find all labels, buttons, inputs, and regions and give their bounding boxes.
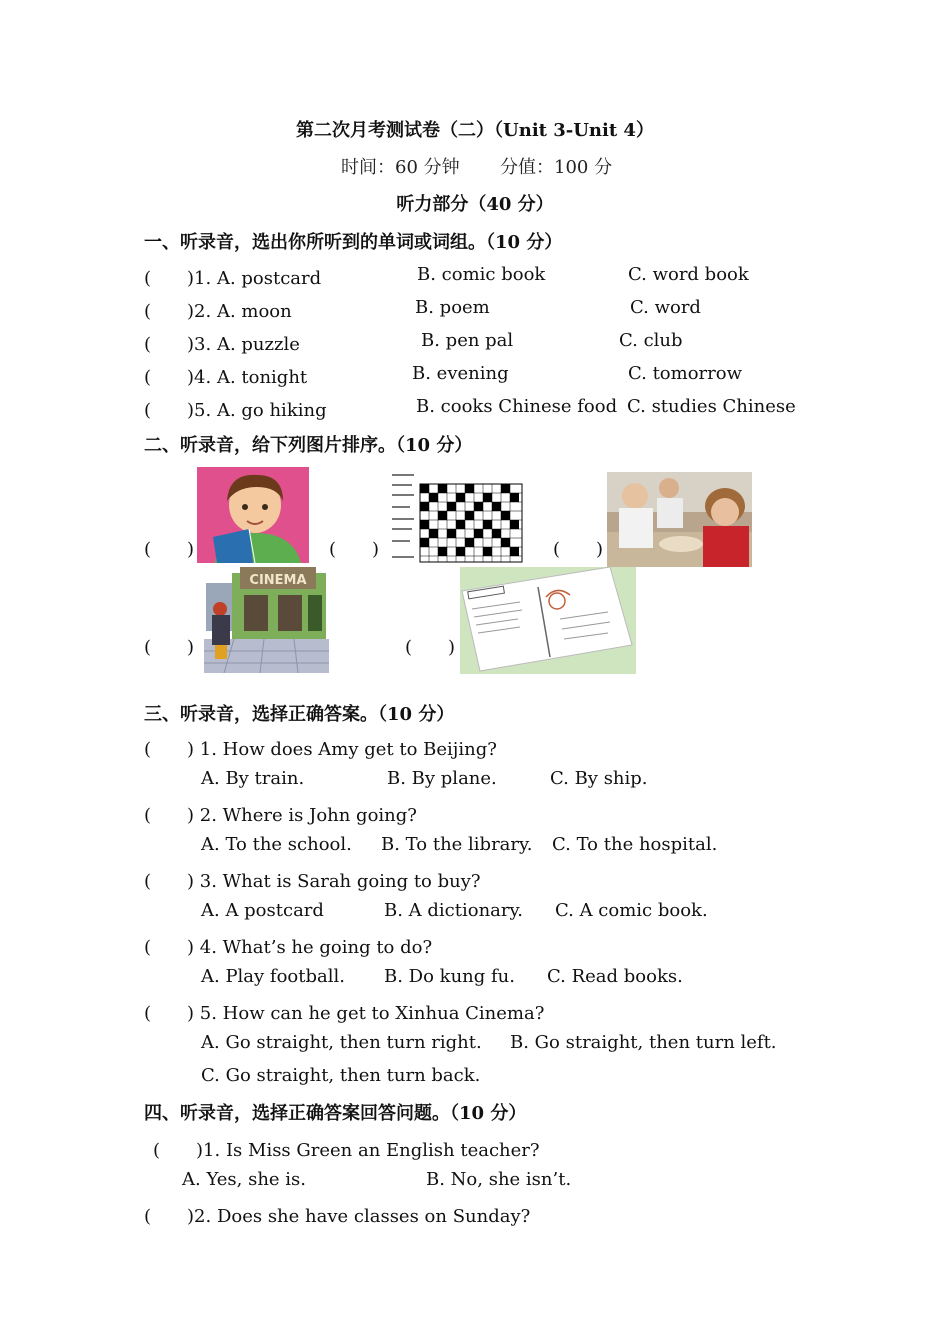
part3-q5-a: A. Go straight, then turn right. — [201, 1032, 482, 1053]
page-title: 第二次月考测试卷（二）（Unit 3-Unit 4） — [296, 120, 654, 141]
part1-item-5-b: B. cooks Chinese food — [416, 396, 618, 417]
part3-q1-b: B. By plane. — [387, 768, 497, 789]
part3-q3-a: A. A postcard — [201, 900, 324, 921]
score-label: 分值：100 分 — [500, 157, 613, 178]
part3-q5-c: C. Go straight, then turn back. — [201, 1065, 481, 1086]
part4-q1-a: A. Yes, she is. — [182, 1169, 307, 1190]
part3-q2: ( ) 2. Where is John going? — [144, 805, 417, 826]
children-cooking-image — [607, 472, 752, 567]
part3-heading: 三、听录音，选择正确答案。（10 分） — [144, 704, 455, 725]
section-title: 听力部分（40 分） — [396, 194, 554, 215]
part3-q5-b: B. Go straight, then turn left. — [510, 1032, 777, 1053]
postcard-image — [460, 567, 636, 674]
crossword-puzzle-image — [390, 470, 530, 564]
part3-q2-b: B. To the library. — [381, 834, 533, 855]
part3-q3-c: C. A comic book. — [555, 900, 708, 921]
cinema-image — [204, 565, 329, 673]
part3-q3: ( ) 3. What is Sarah going to buy? — [144, 871, 481, 892]
part1-item-3-c: C. club — [619, 330, 683, 351]
part1-item-4-c: C. tomorrow — [628, 363, 743, 384]
answer-bracket-5: ( ) — [405, 637, 456, 658]
part1-item-5-a: ( )5. A. go hiking — [144, 400, 327, 421]
answer-bracket-3: ( ) — [553, 539, 604, 560]
part3-q4: ( ) 4. What’s he going to do? — [144, 937, 433, 958]
part1-item-2-b: B. poem — [415, 297, 490, 318]
cinema-sign-text: CINEMA — [249, 573, 307, 588]
part2-heading: 二、听录音，给下列图片排序。（10 分） — [144, 435, 473, 456]
part1-item-1-b: B. comic book — [417, 264, 546, 285]
part4-q1: ( )1. Is Miss Green an English teacher? — [153, 1140, 540, 1161]
part3-q1-a: A. By train. — [201, 768, 305, 789]
part1-heading: 一、听录音，选出你所听到的单词或词组。（10 分） — [144, 232, 563, 253]
part1-item-4-b: B. evening — [412, 363, 509, 384]
part4-heading: 四、听录音，选择正确答案回答问题。（10 分） — [144, 1103, 527, 1124]
part1-item-2-a: ( )2. A. moon — [144, 301, 292, 322]
part3-q1: ( ) 1. How does Amy get to Beijing? — [144, 739, 497, 760]
part1-item-1-c: C. word book — [628, 264, 749, 285]
part1-item-3-a: ( )3. A. puzzle — [144, 334, 300, 355]
time-label: 时间：60 分钟 — [341, 157, 460, 178]
part3-q2-a: A. To the school. — [201, 834, 352, 855]
part1-item-1-a: ( )1. A. postcard — [144, 268, 322, 289]
boy-reading-image — [197, 467, 309, 563]
part3-q4-c: C. Read books. — [547, 966, 683, 987]
part1-item-3-b: B. pen pal — [421, 330, 514, 351]
part3-q4-a: A. Play football. — [201, 966, 345, 987]
part3-q4-b: B. Do kung fu. — [384, 966, 515, 987]
part1-item-5-c: C. studies Chinese — [627, 396, 796, 417]
part4-q2: ( )2. Does she have classes on Sunday? — [144, 1206, 531, 1227]
part1-item-2-c: C. word — [630, 297, 701, 318]
part3-q5: ( ) 5. How can he get to Xinhua Cinema? — [144, 1003, 545, 1024]
part4-q1-b: B. No, she isn’t. — [426, 1169, 572, 1190]
answer-bracket-2: ( ) — [329, 539, 380, 560]
answer-bracket-1: ( ) — [144, 539, 195, 560]
part3-q2-c: C. To the hospital. — [552, 834, 718, 855]
part3-q3-b: B. A dictionary. — [384, 900, 524, 921]
part1-item-4-a: ( )4. A. tonight — [144, 367, 308, 388]
part3-q1-c: C. By ship. — [550, 768, 648, 789]
answer-bracket-4: ( ) — [144, 637, 195, 658]
